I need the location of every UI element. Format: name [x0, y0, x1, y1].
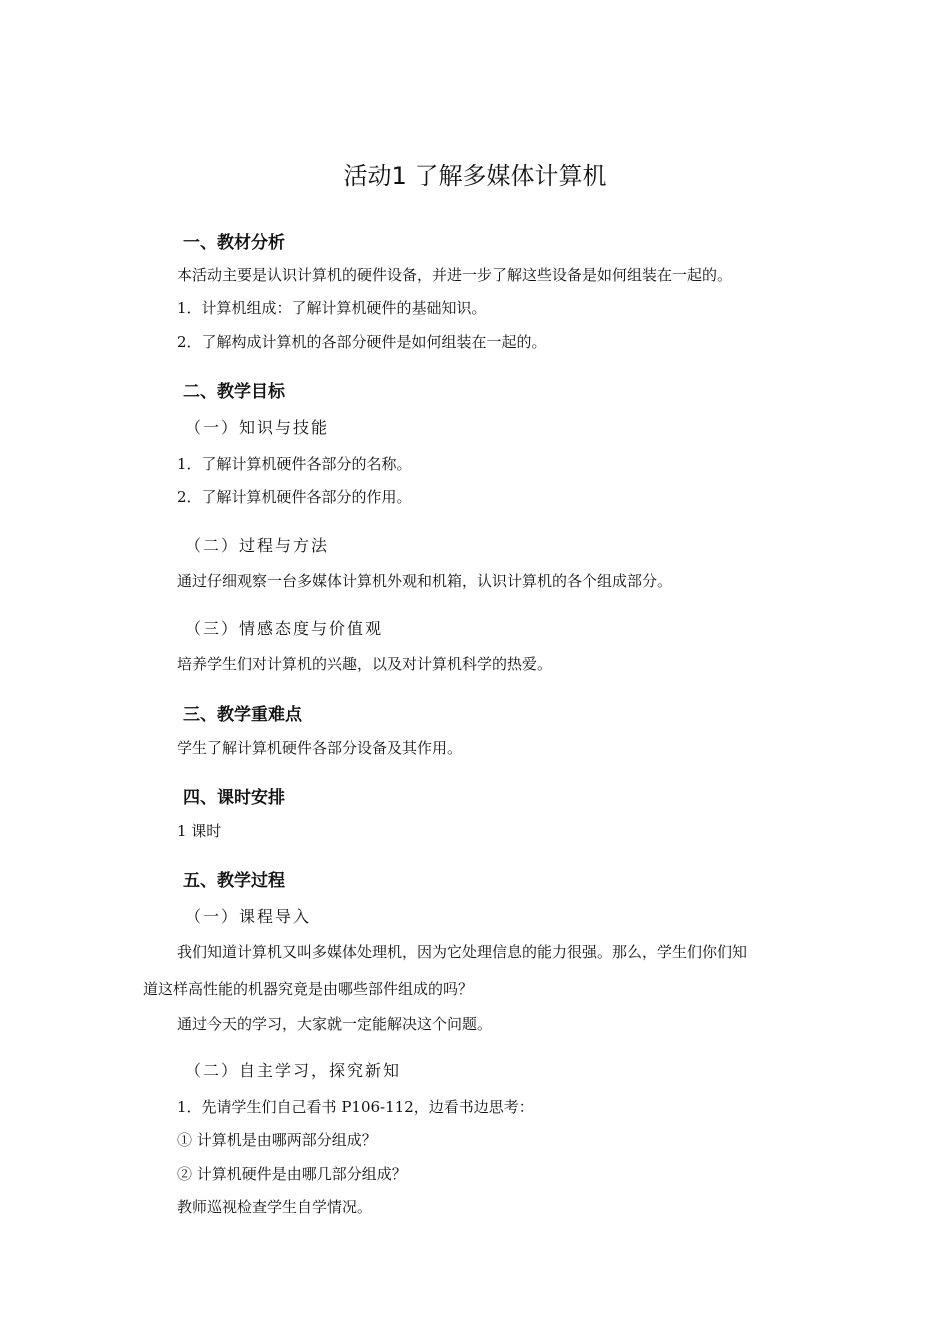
- paragraph: 本活动主要是认识计算机的硬件设备，并进一步了解这些设备是如何组装在一起的。: [177, 266, 733, 284]
- list-item: 2．了解构成计算机的各部分硬件是如何组装在一起的。: [177, 333, 547, 351]
- list-item: 1．了解计算机硬件各部分的名称。: [177, 455, 412, 473]
- section-heading-5: 五、教学过程: [183, 871, 285, 891]
- paragraph: 通过仔细观察一台多媒体计算机外观和机箱，认识计算机的各个组成部分。: [177, 572, 673, 590]
- subheading: （一）课程导入: [185, 907, 312, 926]
- paragraph: 1 课时: [177, 822, 222, 840]
- section-heading-3: 三、教学重难点: [183, 705, 302, 725]
- list-item: 2．了解计算机硬件各部分的作用。: [177, 488, 412, 506]
- subheading: （一）知识与技能: [185, 418, 330, 437]
- paragraph: 教师巡视检查学生自学情况。: [177, 1198, 373, 1216]
- list-item: 1．计算机组成：了解计算机硬件的基础知识。: [177, 299, 487, 317]
- subheading: （二）自主学习，探究新知: [185, 1061, 402, 1080]
- section-heading-2: 二、教学目标: [183, 382, 285, 402]
- paragraph: 学生了解计算机硬件各部分设备及其作用。: [177, 739, 463, 757]
- list-item: ① 计算机是由哪两部分组成？: [177, 1131, 377, 1149]
- paragraph: 通过今天的学习，大家就一定能解决这个问题。: [177, 1015, 493, 1033]
- paragraph: 我们知道计算机又叫多媒体处理机，因为它处理信息的能力很强。那么，学生们你们知: [177, 943, 748, 961]
- subheading: （三）情感态度与价值观: [185, 619, 384, 638]
- paragraph-continuation: 道这样高性能的机器究竟是由哪些部件组成的吗？: [143, 980, 474, 998]
- section-heading-1: 一、教材分析: [183, 233, 285, 253]
- section-heading-4: 四、课时安排: [183, 788, 285, 808]
- list-item: ② 计算机硬件是由哪几部分组成？: [177, 1165, 407, 1183]
- document-title: 活动1 了解多媒体计算机: [343, 162, 607, 190]
- paragraph: 培养学生们对计算机的兴趣，以及对计算机科学的热爱。: [177, 655, 553, 673]
- subheading: （二）过程与方法: [185, 536, 330, 555]
- list-item: 1．先请学生们自己看书 P106-112，边看书边思考：: [177, 1098, 534, 1116]
